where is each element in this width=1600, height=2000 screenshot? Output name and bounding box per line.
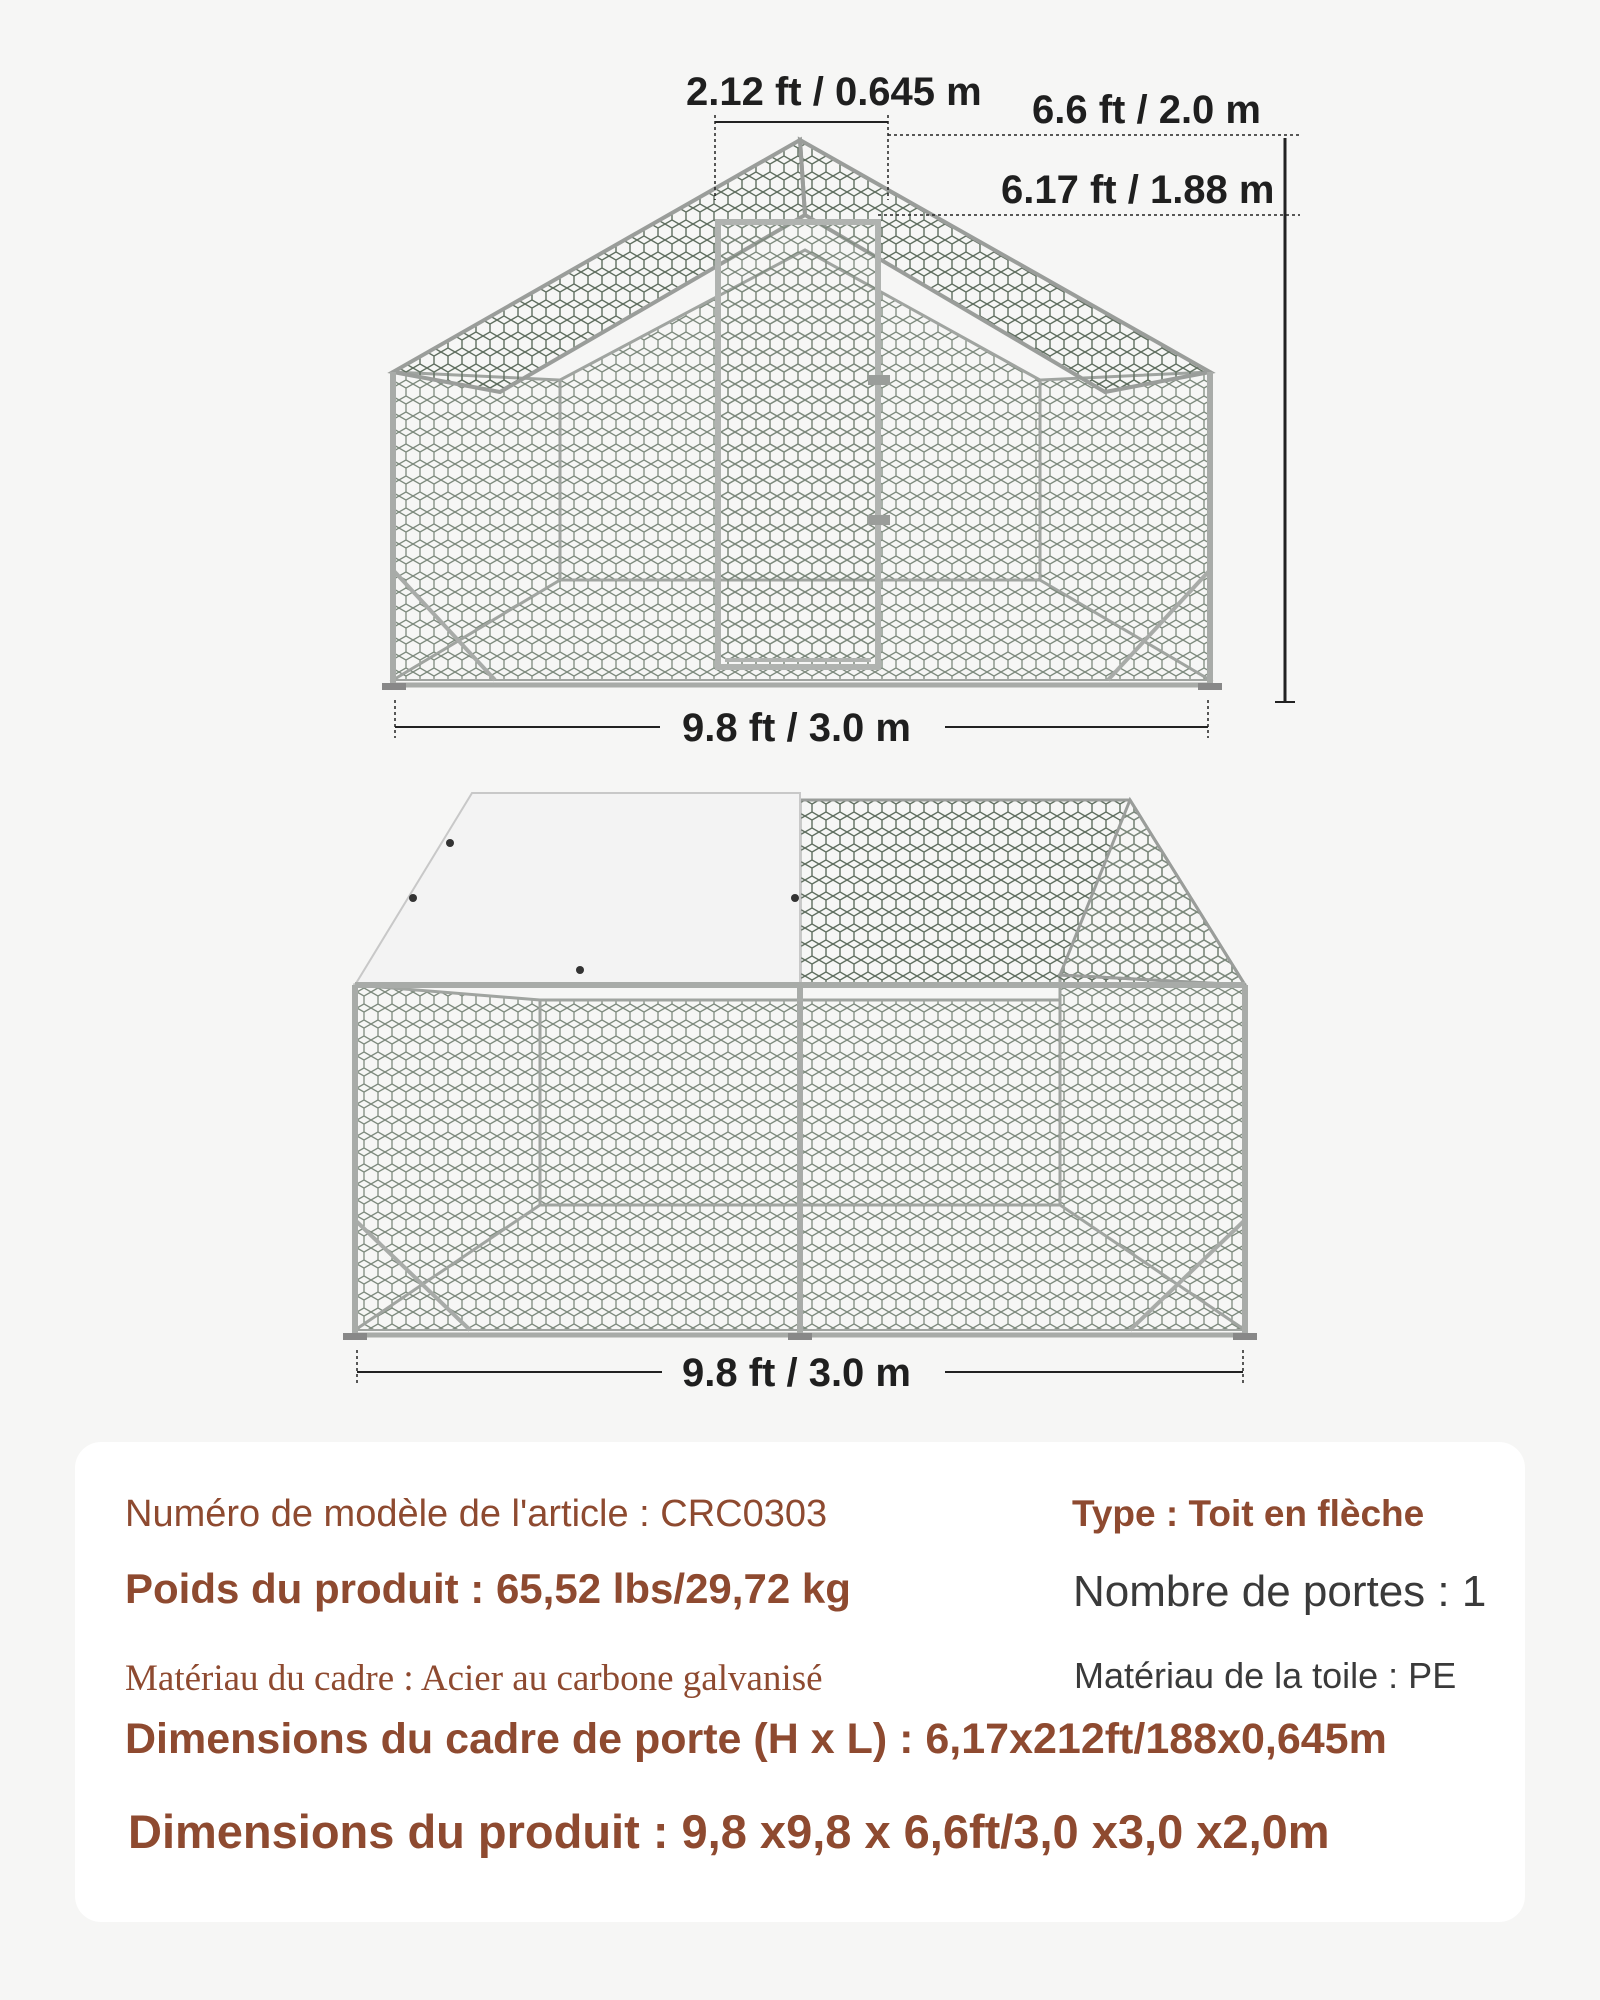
product-dimensions: Dimensions du produit : 9,8 x9,8 x 6,6ft/3,0 x3,0 x2,0m [128, 1805, 1330, 1858]
model-number: Numéro de modèle de l'article : CRC0303 [125, 1493, 828, 1535]
front-view-coop [382, 140, 1222, 690]
side-view-coop [343, 793, 1257, 1340]
cover-material: Matériau de la toile : PE [1074, 1655, 1457, 1696]
product-weight: Poids du produit : 65,52 lbs/29,72 kg [125, 1565, 851, 1612]
frame-material: Matériau du cadre : Acier au carbone galvanisé [125, 1658, 823, 1699]
door-frame-dimensions: Dimensions du cadre de porte (H x L) : 6,17x212ft/188x0,645m [125, 1715, 1387, 1763]
door-width-label: 2.12 ft / 0.645 m [680, 72, 988, 112]
product-type: Type : Toit en flèche [1072, 1493, 1425, 1534]
front-width-label: 9.8 ft / 3.0 m [676, 708, 917, 748]
door-count: Nombre de portes : 1 [1073, 1567, 1487, 1616]
side-width-label: 9.8 ft / 3.0 m [676, 1353, 917, 1393]
door-height-label: 6.17 ft / 1.88 m [995, 170, 1280, 210]
total-height-label: 6.6 ft / 2.0 m [1026, 90, 1267, 130]
